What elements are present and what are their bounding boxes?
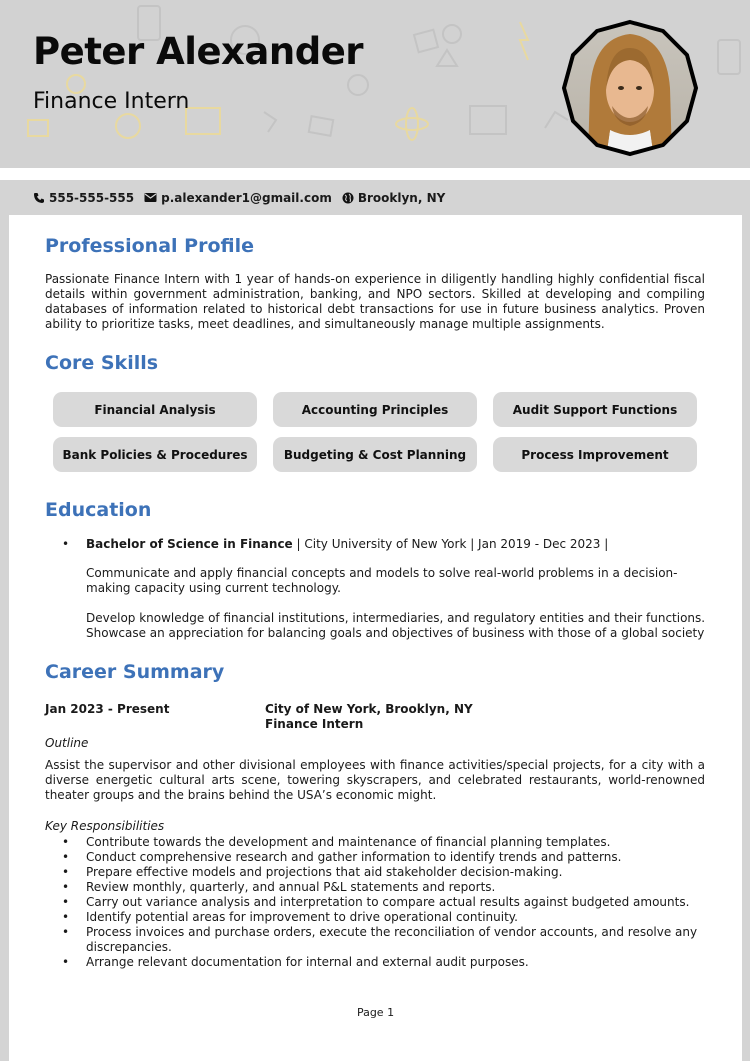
candidate-role: Finance Intern	[33, 89, 190, 114]
phone-deco-icon-2	[718, 40, 740, 74]
skill-chip: Bank Policies & Procedures	[53, 437, 257, 472]
list-item: • Prepare effective models and projections that aid stakeholder decision-making.	[45, 865, 715, 880]
job-title: Finance Intern	[265, 717, 364, 731]
atom-deco-icon-2	[396, 118, 428, 130]
degree-name: Bachelor of Science in Finance	[86, 537, 293, 551]
bulb-deco-icon	[348, 75, 368, 95]
building-deco-icon-2	[186, 108, 220, 134]
triangle-deco-icon	[437, 50, 457, 66]
contact-phone	[33, 191, 134, 205]
folder-deco-icon	[28, 120, 48, 136]
phone-icon	[33, 192, 45, 204]
globe-icon	[342, 192, 354, 204]
education-section-title: Education	[45, 499, 152, 521]
list-item: • Contribute towards the development and maintenance of financial planning templates.	[45, 835, 715, 850]
list-item: • Arrange relevant documentation for internal and external audit purposes.	[45, 955, 715, 970]
circle-deco-icon	[443, 25, 461, 43]
list-item: • Carry out variance analysis and interpretation to compare actual results against budgeted amounts.	[45, 895, 715, 910]
outline-text: Assist the supervisor and other divisional employees with finance activities/special projects, for a city with a diverse energetic cultural arts scene, towering skyscrapers, and celebrated restaurants, world-renowned theater groups and the brains behind the USA’s economic might.	[45, 758, 705, 802]
square-deco-icon	[414, 30, 438, 53]
atom-deco-icon-3	[406, 108, 418, 140]
building-deco-icon	[470, 106, 506, 134]
profile-text: Passionate Finance Intern with 1 year of hands-on experience in diligently handling highly confidential fiscal details within government administration, banking, and NPO sectors. Skilled at developing and compiling databases of information related to historical debt transactions for use in future business analytics. Proven ability to prioritize tasks, meet deadlines, and simultaneously manage multiple assignments.	[45, 272, 705, 331]
education-description-2: Develop knowledge of financial institutions, intermediaries, and regulatory entities and their functions. Showcase an appreciation for balancing goals and objectives of business with those of a global society	[86, 611, 706, 640]
responsibilities-list	[45, 835, 715, 970]
education-entry	[86, 537, 608, 551]
skill-chip: Process Improvement	[493, 437, 697, 472]
profile-section-title: Professional Profile	[45, 235, 254, 257]
list-item: • Process invoices and purchase orders, execute the reconciliation of vendor accounts, and resolve any discrepancies.	[45, 925, 715, 955]
list-item: • Review monthly, quarterly, and annual P&L statements and reports.	[45, 880, 715, 895]
skill-chip: Budgeting & Cost Planning	[273, 437, 477, 472]
job-organization: City of New York, Brooklyn, NY	[265, 702, 473, 716]
career-section-title: Career Summary	[45, 661, 225, 683]
envelope-icon	[144, 192, 157, 203]
job-date: Jan 2023 - Present	[45, 702, 170, 716]
responsibilities-label: Key Responsibilities	[45, 819, 165, 833]
bolt-deco-icon	[520, 22, 528, 60]
atom-deco-icon	[116, 114, 140, 138]
skills-section-title: Core Skills	[45, 352, 159, 374]
contact-bar	[0, 180, 750, 215]
phone-number[interactable]: 555-555-555	[49, 190, 135, 205]
education-details: | City University of New York | Jan 2019 - Dec 2023 |	[292, 537, 609, 551]
email-address[interactable]: p.alexander1@gmail.com	[161, 190, 332, 205]
outline-label: Outline	[45, 736, 89, 750]
contact-location	[342, 191, 445, 205]
skill-chip: Audit Support Functions	[493, 392, 697, 427]
skills-grid	[53, 392, 698, 472]
profile-photo	[560, 18, 700, 158]
candidate-name: Peter Alexander	[33, 30, 364, 73]
location-text: Brooklyn, NY	[357, 190, 446, 205]
card-deco-icon	[309, 116, 333, 136]
page-number: Page 1	[356, 1006, 395, 1019]
education-bullet: •	[62, 537, 70, 551]
header-divider	[0, 168, 750, 180]
chevron-deco-icon	[264, 112, 276, 132]
skill-chip: Financial Analysis	[53, 392, 257, 427]
resume-body	[9, 215, 742, 1061]
education-description-1: Communicate and apply financial concepts and models to solve real-world problems in a decision-making capacity using current technology.	[86, 566, 678, 595]
skill-chip: Accounting Principles	[273, 392, 477, 427]
list-item: • Conduct comprehensive research and gather information to identify trends and patterns.	[45, 850, 715, 865]
resume-header	[0, 0, 750, 168]
list-item: • Identify potential areas for improvement to drive operational continuity.	[45, 910, 715, 925]
contact-email	[144, 191, 332, 205]
